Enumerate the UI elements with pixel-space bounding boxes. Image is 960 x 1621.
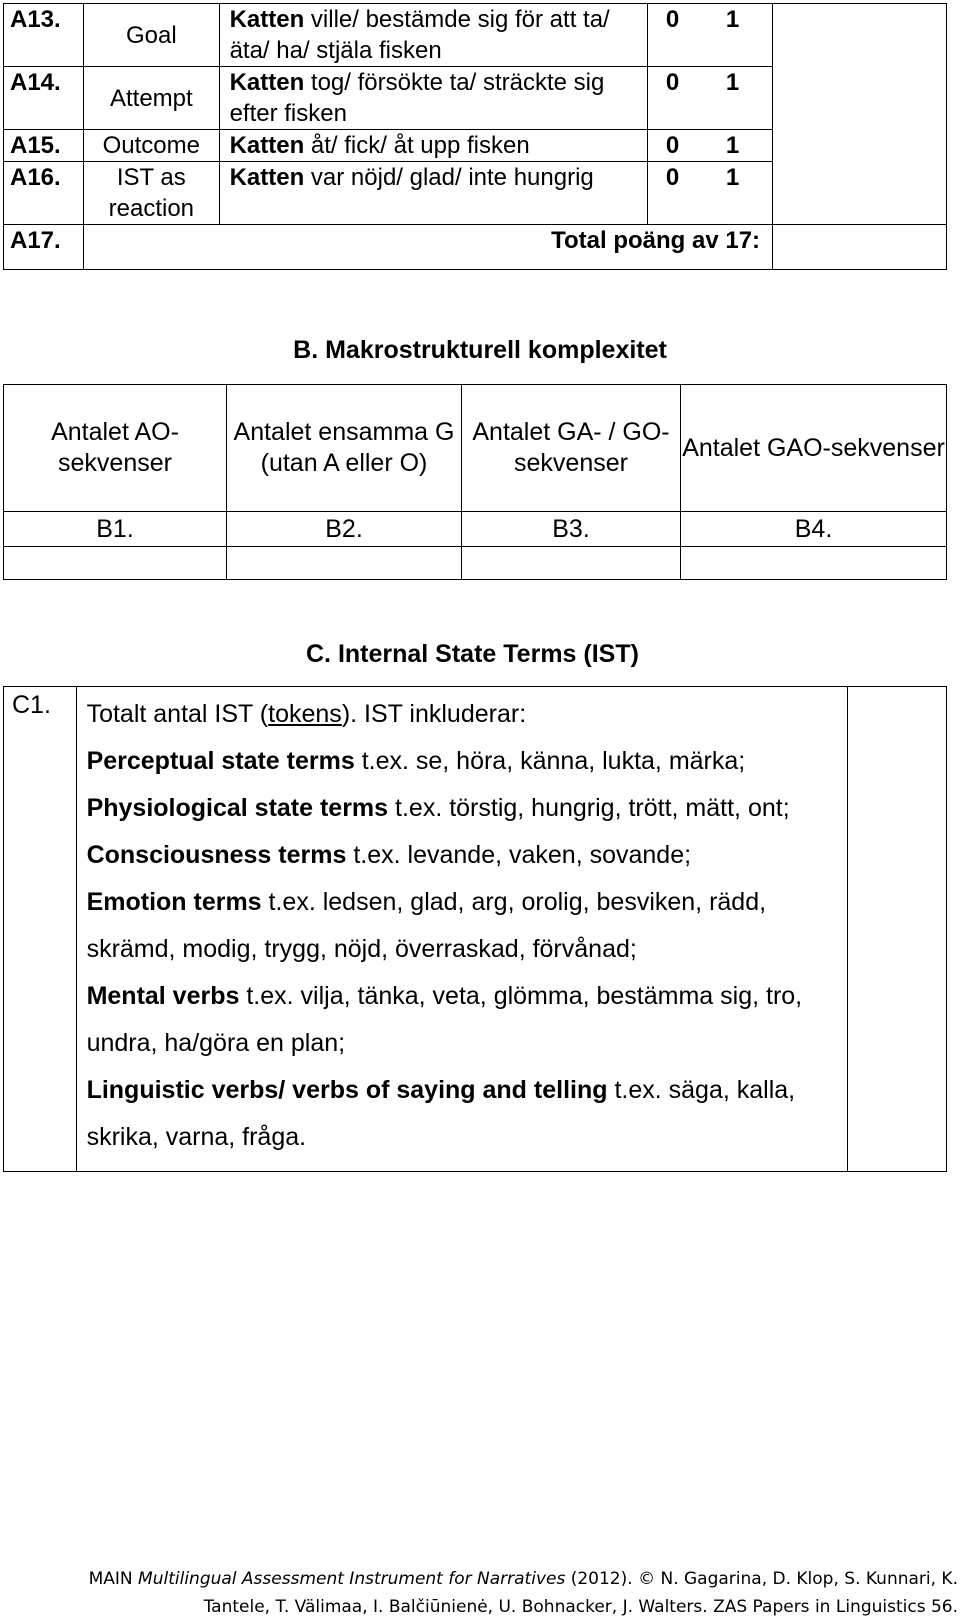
table-b-code-row (4, 512, 947, 547)
row-score: 0 1 (647, 162, 772, 225)
ist-count-cell[interactable] (847, 687, 946, 1172)
ist-intro-post: ). IST inkluderar: (341, 700, 527, 728)
total-row (4, 225, 947, 270)
header-gao: Antalet GAO-sekvenser (681, 385, 947, 512)
row-score: 0 1 (647, 4, 772, 67)
list-item (87, 832, 847, 879)
table-c (3, 686, 947, 1172)
row-id: A16. (4, 162, 84, 225)
list-item (87, 879, 847, 973)
list-item (87, 1067, 847, 1161)
row-id: A14. (4, 67, 84, 130)
row-description (219, 162, 647, 225)
total-value-cell[interactable] (773, 225, 947, 270)
ist-term: Physiological state terms (86, 794, 389, 822)
code-b2: B2. (227, 512, 462, 547)
ist-term: Consciousness terms (86, 841, 347, 869)
row-rest: var nöjd/ glad/ inte hungrig (304, 164, 594, 191)
code-b4: B4. (681, 512, 947, 547)
row-score: 0 1 (647, 67, 772, 130)
row-rest: ville/ bestämde sig för att ta/ äta/ ha/ stjäla fisken (229, 6, 610, 64)
header-ao: Antalet AO-sekvenser (4, 385, 227, 512)
row-description (219, 130, 647, 162)
row-category: Attempt (84, 67, 219, 130)
list-item (87, 738, 847, 785)
row-id: A13. (4, 4, 84, 67)
ist-term: Mental verbs (86, 982, 240, 1010)
table-row (4, 4, 947, 67)
list-item (87, 973, 847, 1067)
ist-examples: t.ex. levande, vaken, sovande; (346, 841, 692, 869)
row-category: IST as reaction (84, 162, 219, 225)
footer-prefix: MAIN (88, 1569, 139, 1589)
entry-b2[interactable] (227, 547, 462, 580)
score-blank-cell (773, 4, 947, 225)
ist-examples: t.ex. ledsen, glad, arg, orolig, besviken, rädd, skrämd, modig, trygg, nöjd, överraskad, förvånad; (86, 888, 767, 963)
footer-line-2: Tantele, T. Välimaa, I. Balčiūnienė, U. Bohnacker, J. Walters. ZAS Papers in Linguistics 56. (203, 1597, 958, 1617)
ist-examples: t.ex. vilja, tänka, veta, glömma, bestämma sig, tro, undra, ha/göra en plan; (86, 982, 803, 1057)
ist-examples: t.ex. säga, kalla, skrika, varna, fråga. (86, 1076, 796, 1151)
row-lead: Katten (229, 164, 305, 191)
row-lead: Katten (229, 132, 305, 159)
section-c-title: C. Internal State Terms (IST) (306, 640, 639, 668)
ist-term: Linguistic verbs/ verbs of saying and telling (86, 1076, 608, 1104)
table-c-row (4, 687, 947, 1172)
ist-term: Emotion terms (86, 888, 262, 916)
table-a (3, 3, 947, 270)
code-b3: B3. (462, 512, 681, 547)
tokens-term: tokens (268, 700, 342, 728)
section-b-title: B. Makrostrukturell komplexitet (293, 336, 667, 364)
c1-id: C1. (4, 687, 77, 1172)
table-b-header-row (4, 385, 947, 512)
ist-term: Perceptual state terms (86, 747, 355, 775)
ist-examples: t.ex. se, höra, känna, lukta, märka; (354, 747, 746, 775)
header-ga-go: Antalet GA- / GO-sekvenser (462, 385, 681, 512)
code-b1: B1. (4, 512, 227, 547)
row-id: A15. (4, 130, 84, 162)
footer-line-1-rest: (2012). © N. Gagarina, D. Klop, S. Kunnari, K. (565, 1569, 958, 1589)
row-rest: tog/ försökte ta/ sträckte sig efter fisken (229, 69, 605, 127)
row-lead: Katten (229, 69, 305, 96)
ist-intro (87, 691, 847, 738)
entry-b3[interactable] (462, 547, 681, 580)
row-description (219, 67, 647, 130)
footer-citation (0, 1565, 960, 1621)
row-category: Outcome (84, 130, 219, 162)
entry-b1[interactable] (4, 547, 227, 580)
ist-description (76, 687, 847, 1172)
table-b-entry-row (4, 547, 947, 580)
total-label: Total poäng av 17: (84, 225, 773, 270)
footer-title: Multilingual Assessment Instrument for Narratives (138, 1569, 566, 1589)
row-rest: åt/ fick/ åt upp fisken (304, 132, 530, 159)
entry-b4[interactable] (681, 547, 947, 580)
list-item (87, 785, 847, 832)
ist-intro-pre: Totalt antal IST ( (86, 700, 269, 728)
row-score: 0 1 (647, 130, 772, 162)
ist-examples: t.ex. törstig, hungrig, trött, mätt, ont; (388, 794, 790, 822)
total-id: A17. (4, 225, 84, 270)
header-g: Antalet ensamma G (utan A eller O) (227, 385, 462, 512)
row-description (219, 4, 647, 67)
footer-line-1 (0, 1565, 958, 1593)
row-lead: Katten (229, 6, 305, 33)
table-b (3, 384, 947, 580)
row-category: Goal (84, 4, 219, 67)
